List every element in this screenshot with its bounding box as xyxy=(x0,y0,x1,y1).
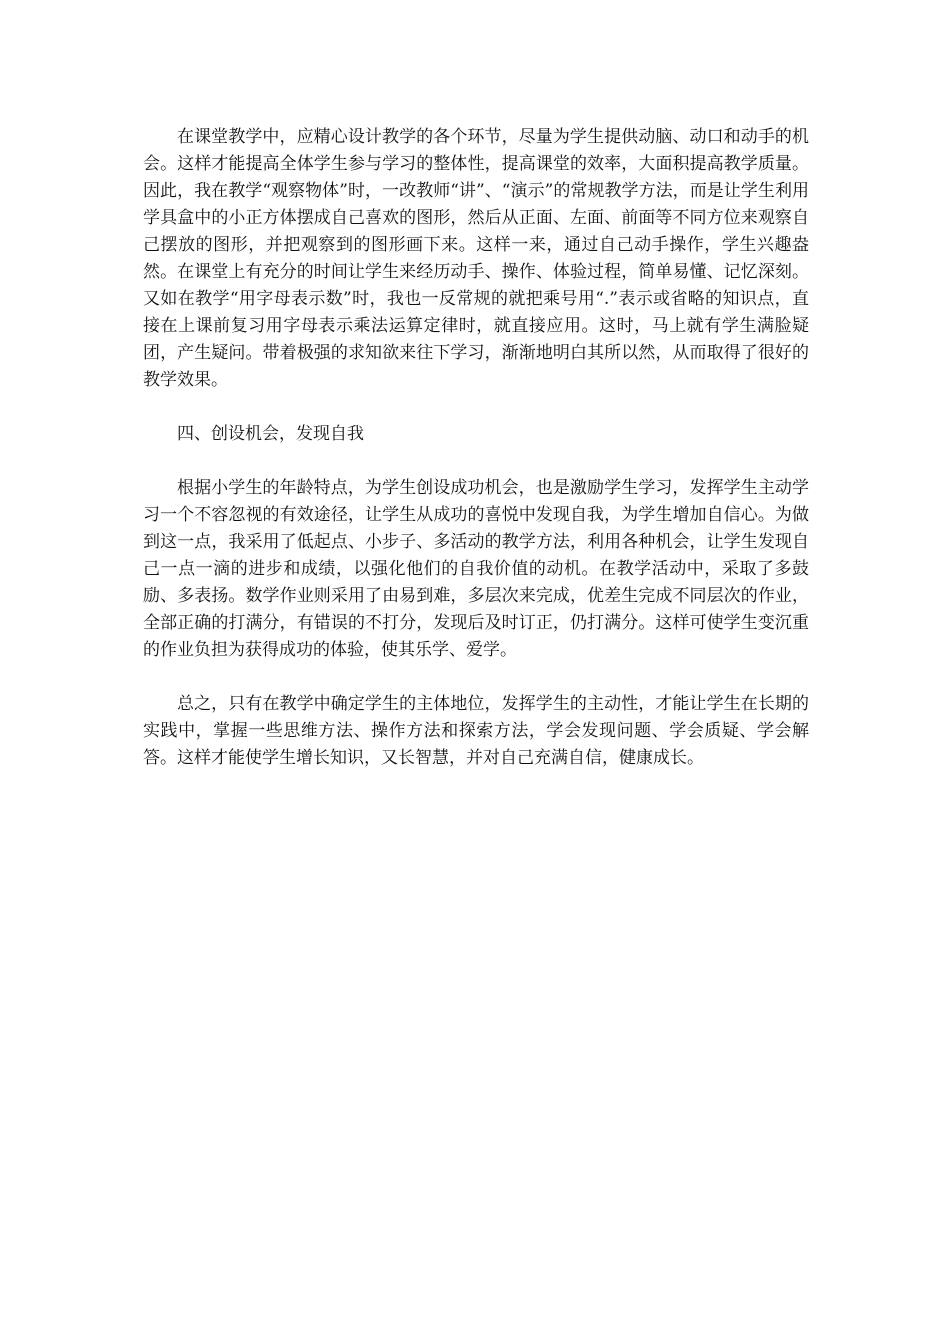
document-body xyxy=(143,124,809,799)
paragraph-conclusion: 总之，只有在教学中确定学生的主体地位，发挥学生的主动性，才能让学生在长期的实践中，掌握一些思维方法、操作方法和探索方法，学会发现问题、学会质疑、学会解答。这样才能使学生增长知识，又长智慧，并对自己充满自信，健康成长。 xyxy=(143,694,809,768)
section-heading-create-opportunities: 四、创设机会，发现自我 xyxy=(177,424,364,444)
paragraph-success-opportunities: 根据小学生的年龄特点，为学生创设成功机会，也是激励学生学习，发挥学生主动学习一个不容忽视的有效途径，让学生从成功的喜悦中发现自我，为学生增加自信心。为做到这一点，我采用了低起点、小步子、多活动的教学方法，利用各种机会，让学生发现自己一点一滴的进步和成绩，以强化他们的自我价值的动机。在教学活动中，采取了多鼓励、多表扬。数学作业则采用了由易到难，多层次来完成，优差生完成不同层次的作业，全部正确的打满分，有错误的不打分，发现后及时订正，仍打满分。这样可使学生变沉重的作业负担为获得成功的体验，使其乐学、爱学。 xyxy=(143,478,809,660)
paragraph-classroom-design: 在课堂教学中，应精心设计教学的各个环节，尽量为学生提供动脑、动口和动手的机会。这样才能提高全体学生参与学习的整体性，提高课堂的效率，大面积提高教学质量。因此，我在教学“观察物体”时，一改教师“讲”、“演示”的常规教学方法，而是让学生利用学具盒中的小正方体摆成自己喜欢的图形，然后从正面、左面、前面等不同方位来观察自己摆放的图形，并把观察到的图形画下来。这样一来，通过自己动手操作，学生兴趣盎然。在课堂上有充分的时间让学生来经历动手、操作、体验过程，简单易懂、记忆深刻。又如在教学“用字母表示数”时，我也一反常规的就把乘号用“.”表示或省略的知识点，直接在上课前复习用字母表示乘法运算定律时，就直接应用。这时，马上就有学生满脸疑团，产生疑问。带着极强的求知欲来往下学习，渐渐地明白其所以然，从而取得了很好的教学效果。 xyxy=(143,127,809,390)
